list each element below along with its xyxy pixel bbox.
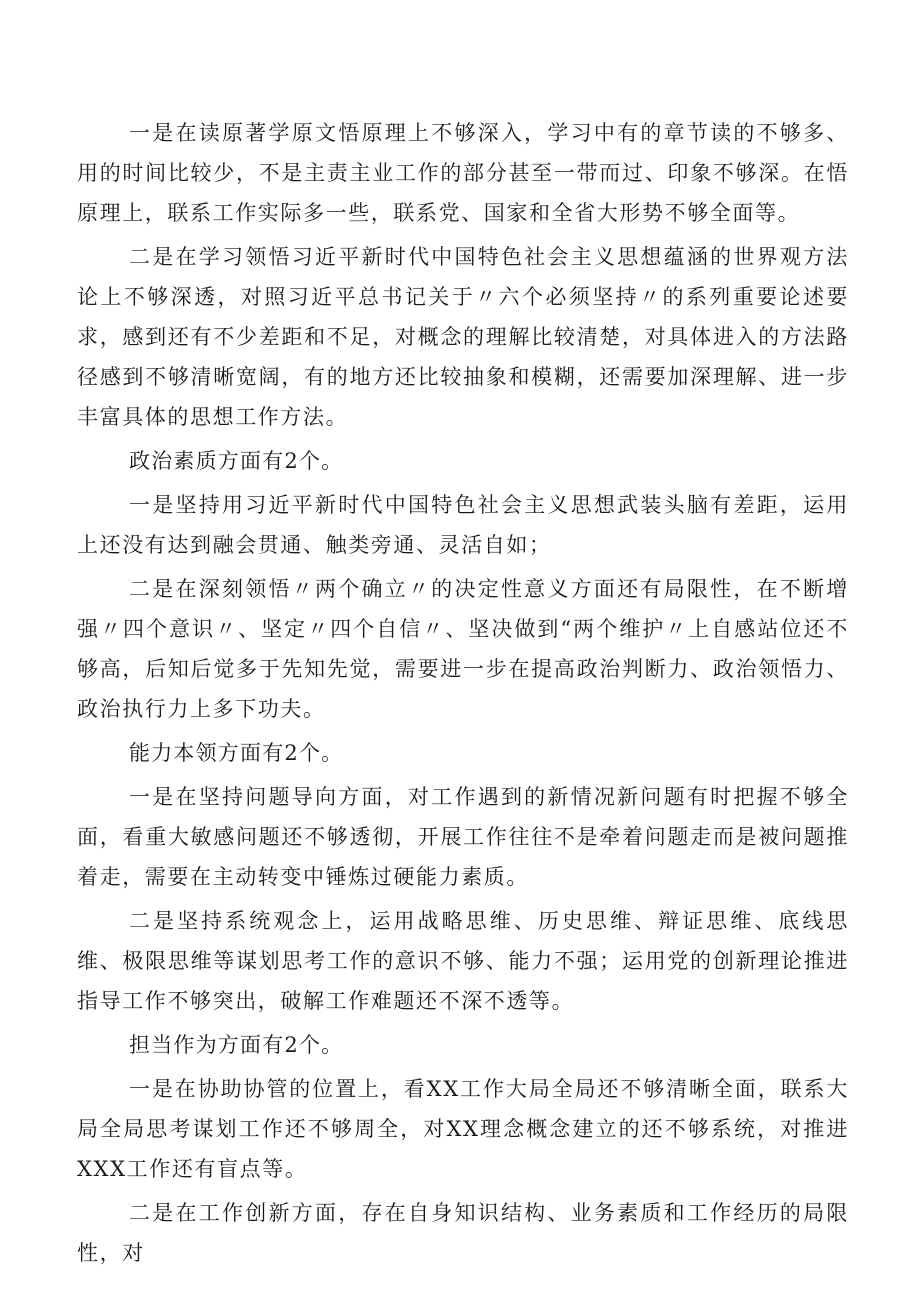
paragraph-work-innovation: 二是在工作创新方面，存在自身知识结构、业务素质和工作经历的局限性，对	[77, 1201, 849, 1265]
paragraph-systems-thinking: 二是坚持系统观念上，运用战略思维、历史思维、辩证思维、底线思维、极限思维等谋划思考工作的意识不够、能力不强；运用党的创新理论推进指导工作不够突出，破解工作难题还不深不透等。	[77, 909, 849, 1013]
section-heading-responsibility: 担当作为方面有2个。	[129, 1033, 344, 1057]
section-heading-political-quality: 政治素质方面有2个。	[129, 449, 344, 473]
paragraph-problem-orientation: 一是在坚持问题导向方面，对工作遇到的新情况新问题有时把握不够全面，看重大敏感问题还不够透彻，开展工作往往不是牵着问题走而是被问题推着走，需要在主动转变中锤炼过硬能力素质。	[77, 785, 849, 889]
section-heading-ability: 能力本领方面有2个。	[129, 741, 344, 765]
paragraph-reading-originals: 一是在读原著学原文悟原理上不够深入，学习中有的章节读的不够多、用的时间比较少，不是主责主业工作的部分甚至一带而过、印象不够深。在悟原理上，联系工作实际多一些，联系党、国家和全省大形势不够全面等。	[77, 121, 849, 225]
paragraph-overall-situation: 一是在协助协管的位置上，看XX工作大局全局还不够清晰全面，联系大局全局思考谋划工作还不够周全，对XX理念概念建立的还不够系统，对推进XXX工作还有盲点等。	[77, 1077, 849, 1181]
document-body	[77, 113, 849, 1273]
paragraph-worldview-methodology: 二是在学习领悟习近平新时代中国特色社会主义思想蕴涵的世界观方法论上不够深透，对照习近平总书记关于〃六个必须坚持〃的系列重要论述要求，感到还有不少差距和不足，对概念的理解比较清楚，对具体进入的方法路径感到不够清晰宽阔，有的地方还比较抽象和模糊，还需要加深理解、进一步丰富具体的思想工作方法。	[77, 245, 849, 429]
paragraph-two-establishments: 二是在深刻领悟〃两个确立〃的决定性意义方面还有局限性，在不断增强〃四个意识〃、坚定〃四个自信〃、坚决做到“两个维护〃上自感站位还不够高，后知后觉多于先知先觉，需要进一步在提高政治判断力、政治领悟力、政治执行力上多下功夫。	[77, 577, 849, 721]
paragraph-political-armed-thinking: 一是坚持用习近平新时代中国特色社会主义思想武装头脑有差距，运用上还没有达到融会贯通、触类旁通、灵活自如；	[77, 493, 849, 557]
